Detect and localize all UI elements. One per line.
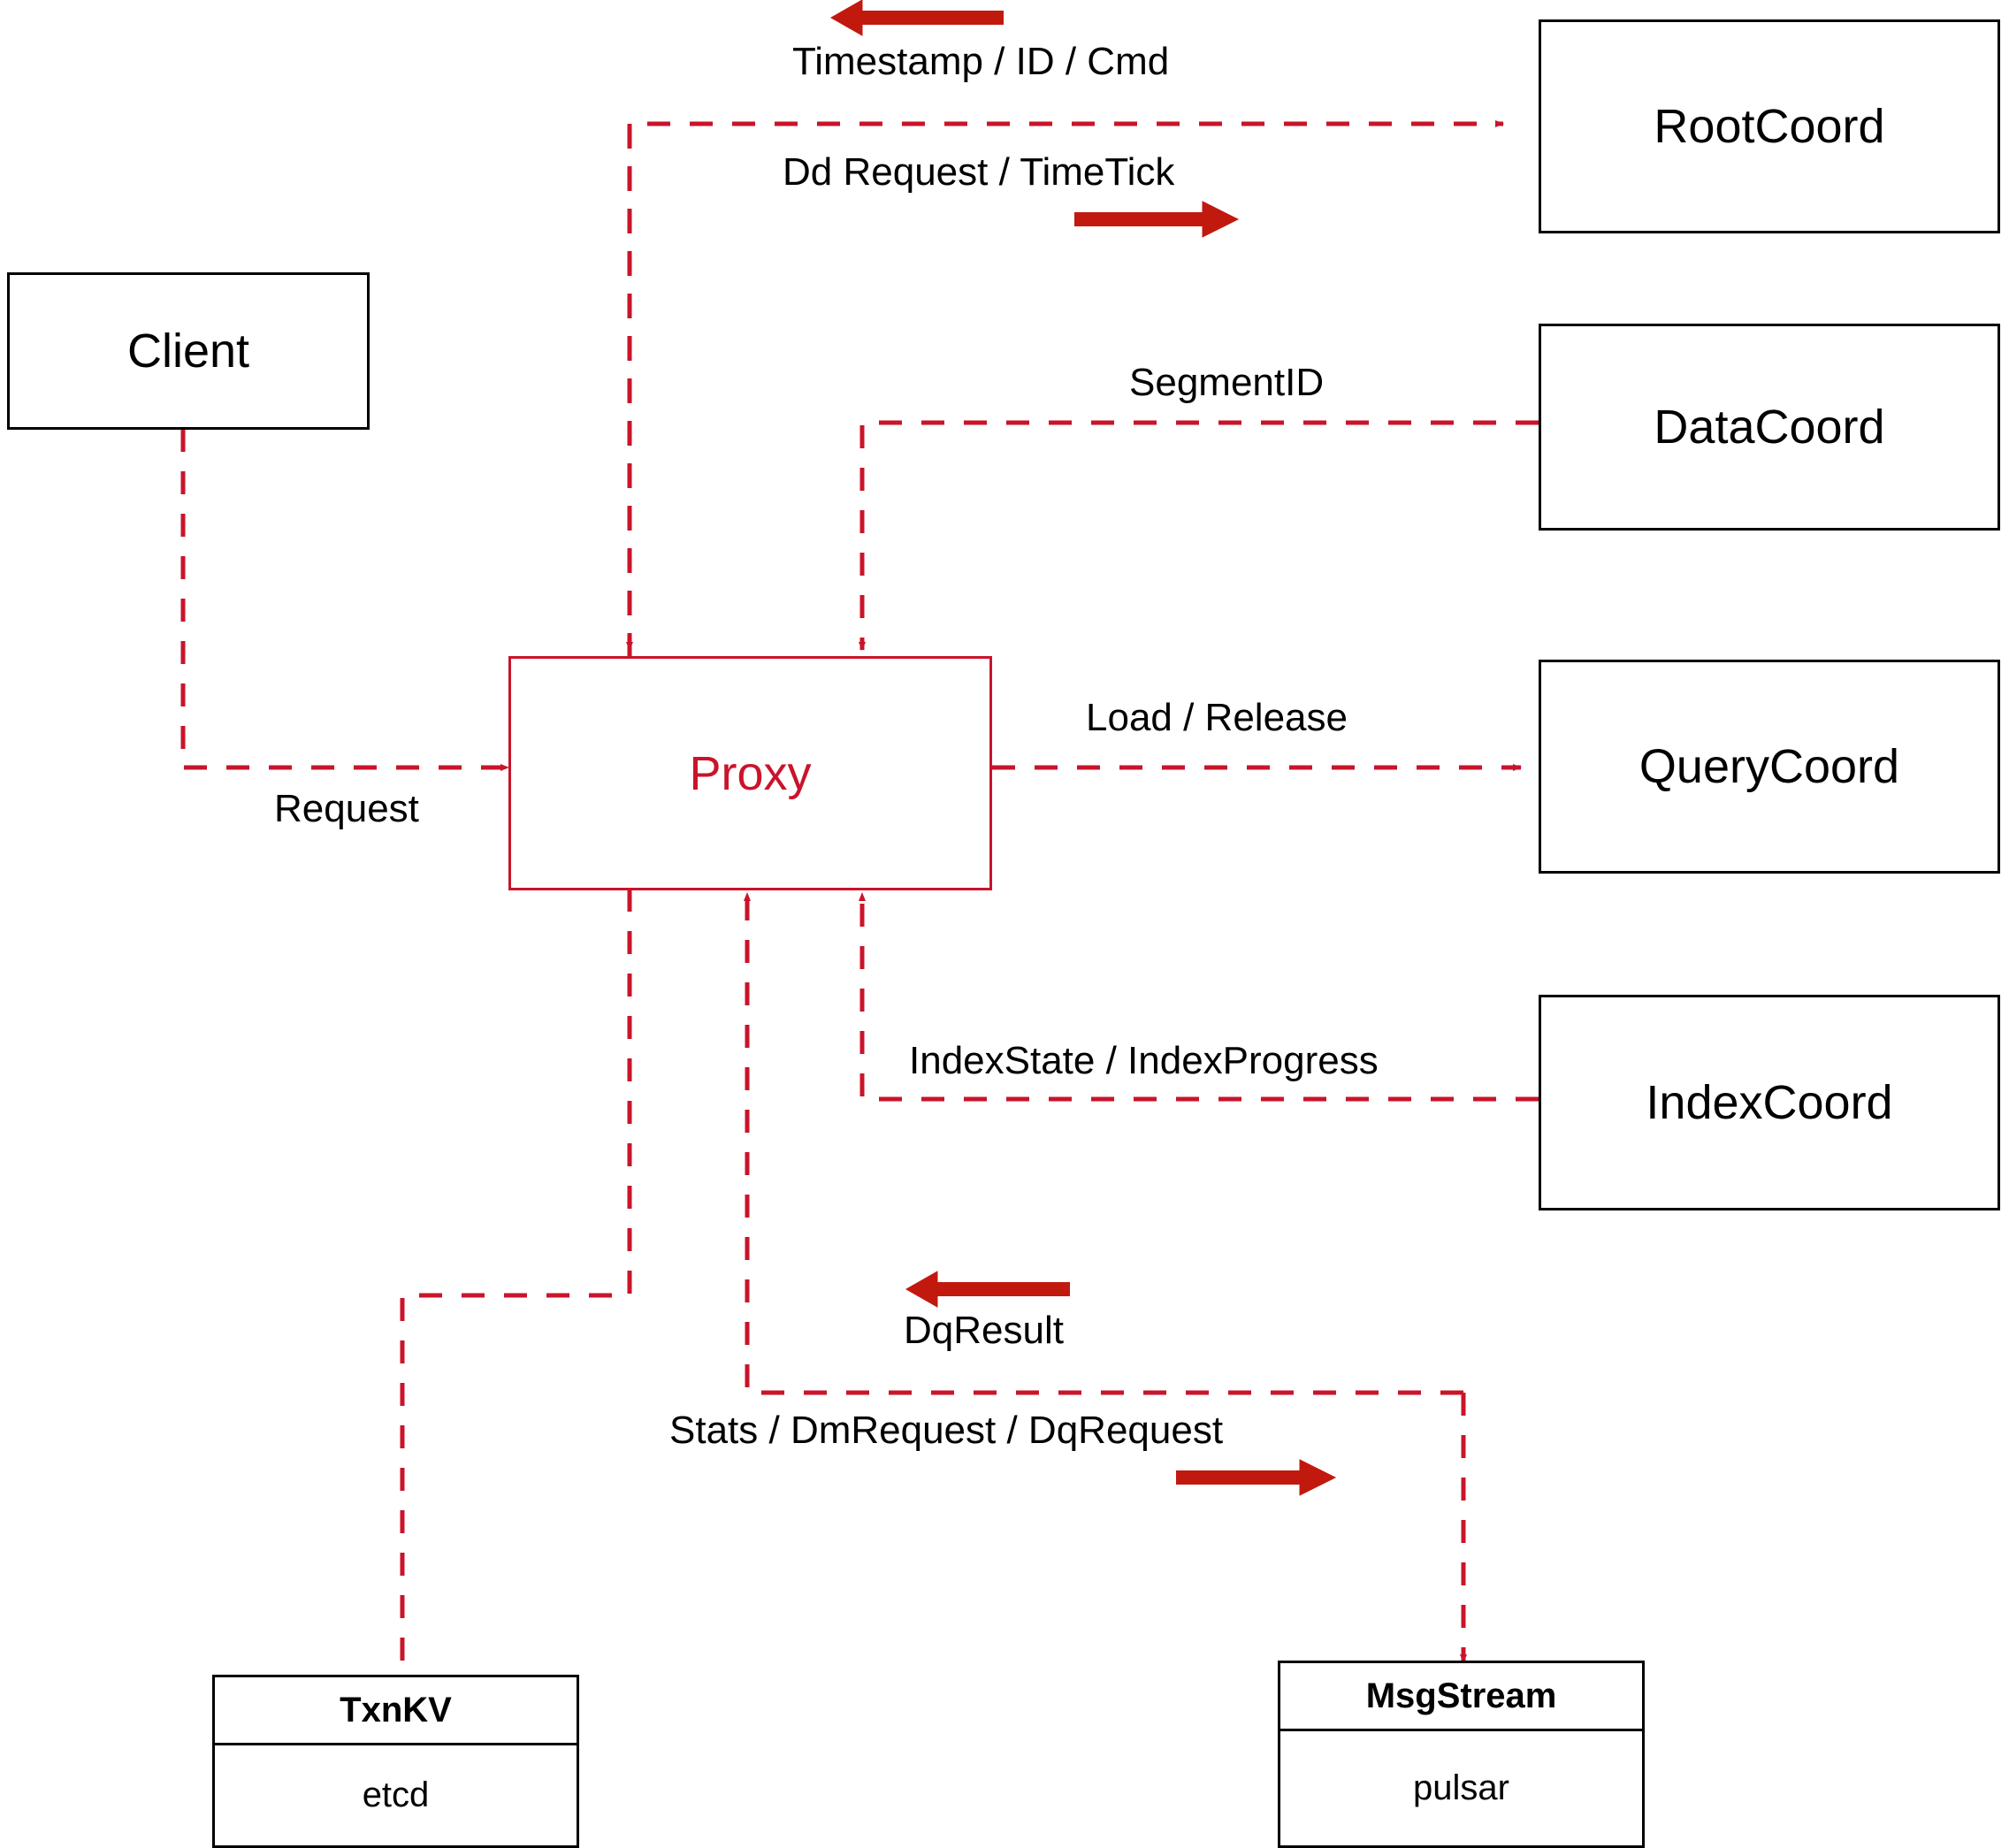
direction-arrow-timestamp: [831, 0, 1004, 35]
node-indexcoord[interactable]: [1539, 995, 2000, 1210]
edge-label-dq-result: DqResult: [904, 1309, 1064, 1352]
edge-label-dd-request-timetick: Dd Request / TimeTick: [783, 150, 1175, 194]
store-msgstream[interactable]: [1278, 1661, 1645, 1848]
edge-msgstream-to-proxy: [747, 893, 1463, 1393]
node-rootcoord-label: RootCoord: [1654, 100, 1885, 153]
store-msgstream-impl: pulsar: [1413, 1768, 1509, 1807]
edge-proxy-to-rootcoord: [630, 124, 1503, 658]
node-querycoord[interactable]: [1539, 660, 2000, 874]
node-client[interactable]: [7, 272, 370, 430]
edge-label-request: Request: [274, 787, 419, 830]
store-txnkv-impl: etcd: [362, 1775, 430, 1814]
edge-datacoord-to-proxy: [862, 423, 1539, 650]
node-proxy-label: Proxy: [689, 746, 812, 800]
edge-label-stats-dm-dq-request: Stats / DmRequest / DqRequest: [669, 1409, 1224, 1452]
node-rootcoord[interactable]: [1539, 19, 2000, 233]
direction-arrow-dqresult: [906, 1271, 1070, 1307]
node-querycoord-label: QueryCoord: [1639, 740, 1900, 793]
edge-proxy-to-txnkv: [402, 889, 630, 1680]
store-txnkv[interactable]: [212, 1675, 579, 1848]
edge-label-timestamp-id-cmd: Timestamp / ID / Cmd: [792, 40, 1170, 83]
edge-label-index-state-progress: IndexState / IndexProgress: [909, 1039, 1379, 1082]
node-datacoord-label: DataCoord: [1654, 401, 1885, 454]
node-datacoord[interactable]: [1539, 324, 2000, 531]
edge-label-segment-id: SegmentID: [1129, 361, 1325, 404]
direction-arrow-dqrequest: [1176, 1460, 1335, 1495]
node-proxy[interactable]: [508, 656, 992, 890]
direction-arrow-ddrequest: [1074, 202, 1238, 237]
edge-client-to-proxy: [183, 429, 508, 767]
store-msgstream-title: MsgStream: [1280, 1663, 1642, 1731]
node-indexcoord-label: IndexCoord: [1646, 1076, 1893, 1129]
edge-label-load-release: Load / Release: [1086, 696, 1348, 739]
store-txnkv-title: TxnKV: [215, 1677, 577, 1745]
node-client-label: Client: [126, 325, 250, 378]
